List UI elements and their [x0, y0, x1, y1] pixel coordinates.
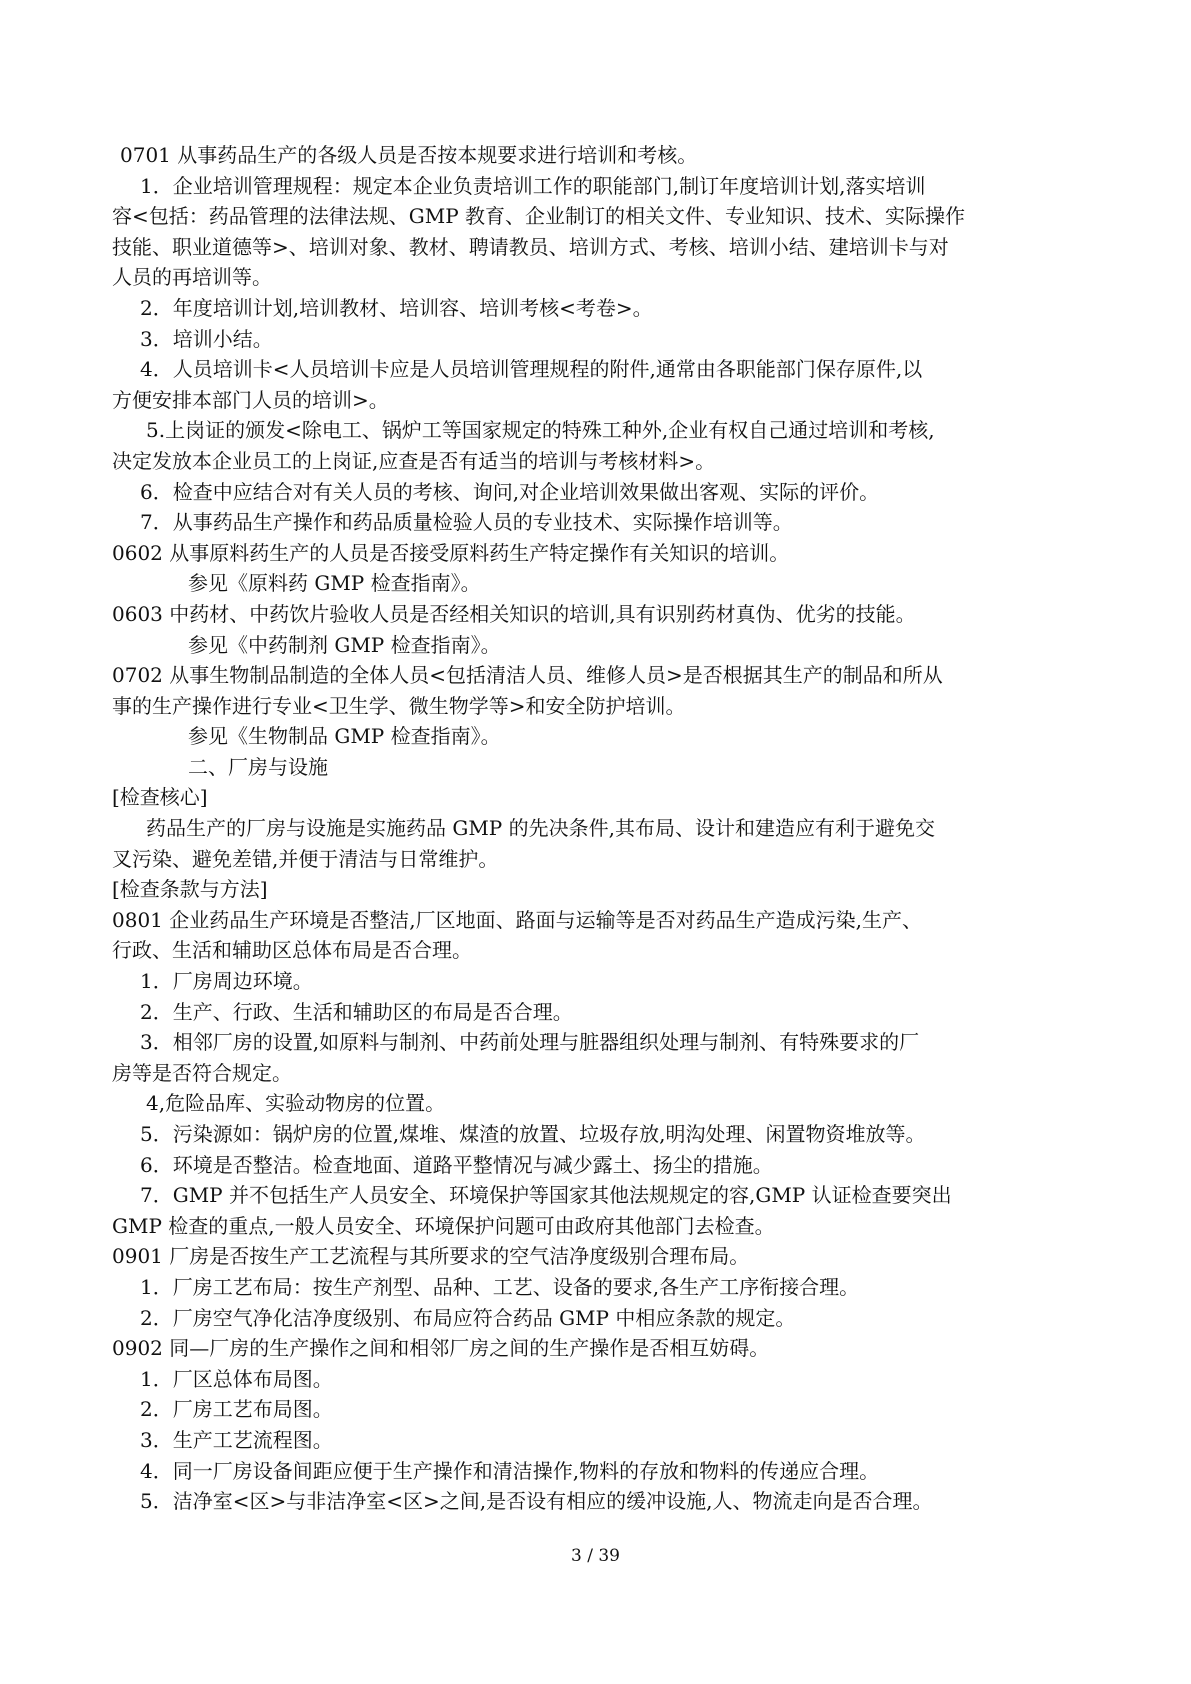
text-line: 4．同一厂房设备间距应便于生产操作和清洁操作,物料的存放和物料的传递应合理。 [140, 1458, 880, 1483]
text-line: 二、厂房与设施 [188, 754, 328, 779]
text-line: 1．企业培训管理规程：规定本企业负责培训工作的职能部门,制订年度培训计划,落实培训 [140, 173, 926, 198]
text-line: 事的生产操作进行专业<卫生学、微生物学等>和安全防护培训。 [112, 693, 686, 718]
document-body [112, 140, 1092, 1517]
text-line: 人员的再培训等。 [112, 265, 272, 290]
text-line: 1．厂房周边环境。 [140, 969, 313, 994]
text-line: 3．培训小结。 [140, 326, 273, 351]
text-line: 4．人员培训卡<人员培训卡应是人员培训管理规程的附件,通常由各职能部门保存原件,以 [140, 357, 923, 382]
text-line: 2．生产、行政、生活和辅助区的布局是否合理。 [140, 999, 573, 1024]
text-line: [检查条款与方法] [112, 877, 268, 902]
text-line: 0701 从事药品生产的各级人员是否按本规要求进行培训和考核。 [120, 143, 698, 167]
text-line: 0702 从事生物制品制造的全体人员<包括清洁人员、维修人员>是否根据其生产的制品和所从 [112, 663, 943, 688]
text-line: 0801 企业药品生产环境是否整洁,厂区地面、路面与运输等是否对药品生产造成污染,生产、 [112, 907, 922, 932]
text-line: 0901 厂房是否按生产工艺流程与其所要求的空气洁净度级别合理布局。 [112, 1244, 750, 1269]
text-line: 参见《生物制品 GMP 检查指南》。 [188, 724, 501, 749]
text-line: 参见《中药制剂 GMP 检查指南》。 [188, 632, 501, 657]
text-line: 技能、职业道德等>、培训对象、教材、聘请教员、培训方式、考核、培训小结、建培训卡与对 [112, 234, 949, 259]
text-line: 5．洁净室<区>与非洁净室<区>之间,是否设有相应的缓冲设施,人、物流走向是否合理。 [140, 1489, 933, 1514]
text-line: 1．厂区总体布局图。 [140, 1366, 333, 1391]
text-line: 行政、生活和辅助区总体布局是否合理。 [112, 938, 472, 963]
text-line: 房等是否符合规定。 [112, 1060, 292, 1085]
text-line: 方便安排本部门人员的培训>。 [112, 387, 389, 412]
text-line: 0603 中药材、中药饮片验收人员是否经相关知识的培训,具有识别药材真伪、优劣的技能。 [112, 601, 916, 626]
text-line: 2．厂房空气净化洁净度级别、布局应符合药品 GMP 中相应条款的规定。 [140, 1305, 796, 1330]
text-line: 5．污染源如：锅炉房的位置,煤堆、煤渣的放置、垃圾存放,明沟处理、闲置物资堆放等。 [140, 1122, 926, 1146]
text-line: 6．环境是否整洁。检查地面、道路平整情况与减少露土、扬尘的措施。 [140, 1152, 773, 1177]
text-line: 3．相邻厂房的设置,如原料与制剂、中药前处理与脏器组织处理与制剂、有特殊要求的厂 [140, 1030, 920, 1055]
text-line: 药品生产的厂房与设施是实施药品 GMP 的先决条件,其布局、设计和建造应有利于避免交 [146, 816, 935, 841]
text-line: 叉污染、避免差错,并便于清洁与日常维护。 [112, 846, 499, 871]
text-line: GMP 检查的重点,一般人员安全、环境保护问题可由政府其他部门去检查。 [112, 1213, 775, 1238]
text-line: 7．GMP 并不包括生产人员安全、环境保护等国家其他法规规定的容,GMP 认证检查要突出 [140, 1183, 952, 1208]
text-line: 0602 从事原料药生产的人员是否接受原料药生产特定操作有关知识的培训。 [112, 540, 790, 565]
text-line: 4,危险品库、实验动物房的位置。 [146, 1091, 446, 1116]
text-line: 参见《原料药 GMP 检查指南》。 [188, 571, 481, 596]
text-line: 5.上岗证的颁发<除电工、锅炉工等国家规定的特殊工种外,企业有权自己通过培训和考核, [146, 418, 935, 443]
page-number: 3 / 39 [571, 1546, 620, 1566]
text-line: [检查核心] [112, 785, 208, 810]
text-line: 决定发放本企业员工的上岗证,应查是否有适当的培训与考核材料>。 [112, 448, 716, 473]
text-line: 0902 同—厂房的生产操作之间和相邻厂房之间的生产操作是否相互妨碍。 [112, 1336, 770, 1361]
text-line: 2．年度培训计划,培训教材、培训容、培训考核<考卷>。 [140, 295, 653, 320]
text-line: 1．厂房工艺布局：按生产剂型、品种、工艺、设备的要求,各生产工序衔接合理。 [140, 1274, 860, 1299]
text-line: 容<包括：药品管理的法律法规、GMP 教育、企业制订的相关文件、专业知识、技术、实际操作 [112, 204, 966, 229]
text-line: 2．厂房工艺布局图。 [140, 1397, 333, 1422]
text-line: 3．生产工艺流程图。 [140, 1427, 333, 1452]
text-line: 7．从事药品生产操作和药品质量检验人员的专业技术、实际操作培训等。 [140, 510, 793, 535]
text-line: 6．检查中应结合对有关人员的考核、询问,对企业培训效果做出客观、实际的评价。 [140, 479, 880, 504]
